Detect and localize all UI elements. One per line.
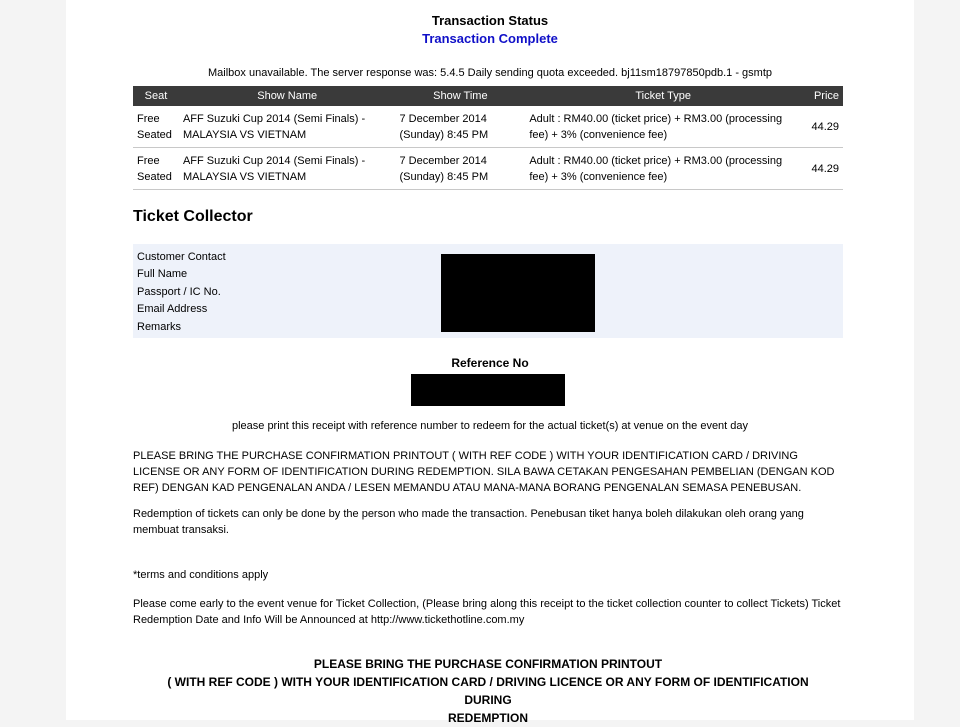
show-line: AFF Suzuki Cup 2014 (Semi Finals) - xyxy=(182,112,366,125)
type-line: Adult : RM40.00 (ticket price) + RM3.00 (processing xyxy=(529,154,783,167)
table-row xyxy=(133,106,843,148)
show-line: MALAYSIA VS VIETNAM xyxy=(182,170,307,183)
field-label-customer-contact: Customer Contact xyxy=(137,251,226,263)
type-line: Adult : RM40.00 (ticket price) + RM3.00 (processing xyxy=(529,112,783,125)
reference-no-title: Reference No xyxy=(451,356,529,370)
transaction-status-value: Transaction Complete xyxy=(422,31,558,46)
field-label-email: Email Address xyxy=(137,303,208,315)
final-notice-line: REDEMPTION xyxy=(447,711,528,725)
header-ticket-type: Ticket Type xyxy=(525,86,801,106)
time-line: (Sunday) 8:45 PM xyxy=(399,170,489,183)
show-line: MALAYSIA VS VIETNAM xyxy=(182,128,307,141)
field-label-full-name: Full Name xyxy=(137,268,188,280)
ticket-type-cell xyxy=(525,106,801,148)
transaction-table xyxy=(133,86,843,190)
final-notice-line: PLEASE BRING THE PURCHASE CONFIRMATION PRINTOUT xyxy=(313,657,663,671)
time-line: (Sunday) 8:45 PM xyxy=(399,128,489,141)
final-notice-line: ( WITH REF CODE ) WITH YOUR IDENTIFICATION CARD / DRIVING LICENCE OR ANY FORM OF IDENTIFICATION DURING xyxy=(167,675,809,707)
seat-cell xyxy=(133,106,179,148)
show-name-cell xyxy=(179,106,396,148)
type-line: fee) + 3% (convenience fee) xyxy=(529,128,668,141)
ticket-type-cell xyxy=(525,148,801,190)
type-line: fee) + 3% (convenience fee) xyxy=(529,170,668,183)
show-time-cell xyxy=(395,106,525,148)
field-label-passport: Passport / IC No. xyxy=(137,286,221,298)
final-bring-notice xyxy=(146,655,830,727)
time-line: 7 December 2014 xyxy=(399,112,487,125)
ticket-collector-title: Ticket Collector xyxy=(133,208,253,225)
bring-id-notice: PLEASE BRING THE PURCHASE CONFIRMATION PRINTOUT ( WITH REF CODE ) WITH YOUR IDENTIFICATION CARD / DRIVING LICENSE OR ANY FORM OF IDENTIFICATION DURING REDEMPTION. SILA BAWA CETAKAN PENGESAHAN PEMBELIAN (DENGAN KOD REF) DENGAN KAD PENGENALAN ANDA / LESEN MEMANDU ATAU MANA-MANA BORANG PENGENALAN SEMASA PENEBUSAN. xyxy=(133,450,835,494)
table-header-row xyxy=(133,86,843,106)
seat-line: Free xyxy=(137,154,160,167)
transaction-status-title: Transaction Status xyxy=(431,13,549,28)
seat-line: Seated xyxy=(137,128,172,141)
mailbox-error-message: Mailbox unavailable. The server response was: 5.4.5 Daily sending quota exceeded. bj11sm18797850pdb.1 - gsmtp xyxy=(208,67,772,79)
header-show-time: Show Time xyxy=(395,86,525,106)
price-cell: 44.29 xyxy=(801,106,843,148)
seat-cell xyxy=(133,148,179,190)
redemption-note: Redemption of tickets can only be done by the person who made the transaction. Penebusan tiket hanya boleh dilakukan oleh orang yang membuat transaksi. xyxy=(133,508,804,536)
show-time-cell xyxy=(395,148,525,190)
show-name-cell xyxy=(179,148,396,190)
time-line: 7 December 2014 xyxy=(399,154,487,167)
come-early-note: Please come early to the event venue for Ticket Collection, (Please bring along this receipt to the ticket collection counter to collect Tickets) Ticket Redemption Date and Info Will be Announced at http://www.tickethotline.com.my xyxy=(133,598,841,626)
table-row xyxy=(133,148,843,190)
header-seat: Seat xyxy=(133,86,179,106)
redacted-reference-number xyxy=(411,374,565,406)
header-price: Price xyxy=(801,86,843,106)
seat-line: Free xyxy=(137,112,160,125)
terms-note: *terms and conditions apply xyxy=(133,569,269,581)
seat-line: Seated xyxy=(137,170,172,183)
price-cell: 44.29 xyxy=(801,148,843,190)
print-receipt-note: please print this receipt with reference number to redeem for the actual ticket(s) at venue on the event day xyxy=(231,420,749,432)
header-show-name: Show Name xyxy=(179,86,396,106)
field-label-remarks: Remarks xyxy=(137,321,182,333)
show-line: AFF Suzuki Cup 2014 (Semi Finals) - xyxy=(182,154,366,167)
redacted-collector-details xyxy=(441,254,595,332)
receipt-page xyxy=(66,0,914,725)
